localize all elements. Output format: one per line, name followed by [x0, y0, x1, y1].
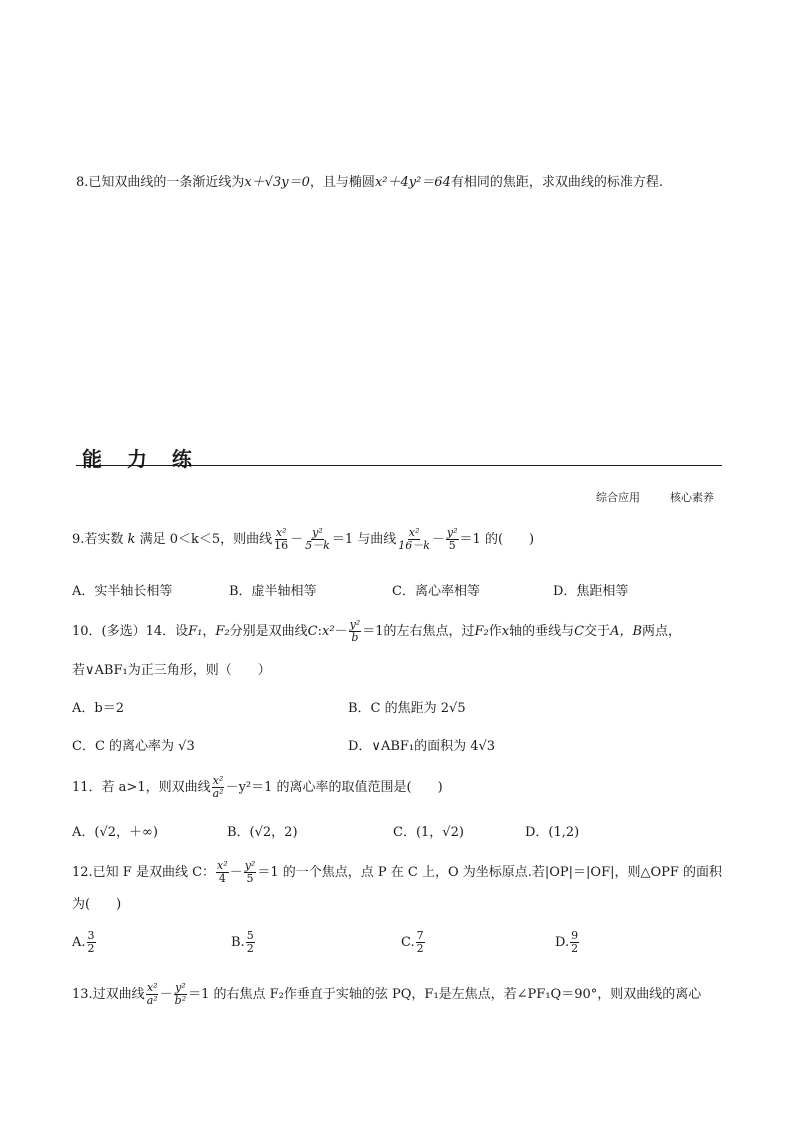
q9-option-b: B．虚半轴相等	[229, 584, 317, 599]
q12-option-b	[231, 930, 256, 955]
q12-option-d-fraction: $\frac{9}{2}$	[571, 929, 579, 955]
q9-cond: 满足 0＜k＜5，则曲线	[139, 532, 273, 547]
question-8	[76, 171, 663, 190]
q12-post: ＝1 的一个焦点，点 P 在 C 上，O 为坐标原点.若|OP|＝|OF|，则△OPF 的面积	[257, 865, 723, 880]
q11-pre: 11．若 a>1，则双曲线	[72, 780, 211, 795]
section-tag-comprehensive: 综合应用	[596, 491, 640, 504]
q12-option-d-label: D.	[555, 935, 570, 950]
q13-pre: 13.过双曲线	[72, 987, 145, 1002]
q10-end: 轴的垂线与	[509, 624, 575, 639]
q10-pre: 10．(多选）14．设	[72, 624, 189, 639]
q10-option-b: B．C 的焦距为 2√5	[348, 701, 466, 716]
q9-option-a: A．实半轴长相等	[72, 584, 173, 599]
q10-option-a: A．b＝2	[72, 701, 124, 716]
q10-twopts: 两点，	[642, 624, 682, 639]
q8-asymptote: x＋√3y＝0	[244, 175, 310, 190]
q10-jiao: 交于	[584, 624, 611, 639]
q9-option-c: C．离心率相等	[392, 584, 480, 599]
q11-option-c: C．(1，√2)	[393, 825, 464, 840]
q8-text-pre: 8.已知双曲线的一条渐近线为	[76, 175, 245, 190]
q11-fraction: $\frac{\text{x²}}{\text{a²}}$	[212, 774, 224, 800]
q10-comma: ，	[202, 624, 216, 639]
q8-ellipse: x²＋4y²＝64	[374, 175, 451, 190]
q12-option-c	[401, 930, 426, 955]
question-12-line1: 12.已知 F 是双曲线 C： $\frac{\text{x²}}{4}$ － $\frac{\text{y²}}{5}$ ＝1 的一个焦点，点 P 在 C 上，O 为坐标原点.若|OP|＝|OF|，则△OPF 的面积	[72, 859, 723, 885]
q8-text-mid: ，且与椭圆	[309, 175, 375, 190]
q10-option-d: D．∨ABF₁的面积为 4√3	[348, 739, 496, 754]
q9-k: k	[127, 532, 136, 547]
section-title: 能 力 练	[82, 447, 201, 471]
question-10-line1	[72, 619, 681, 644]
q12-option-a-label: A.	[72, 935, 86, 950]
q10-xaxis: x	[501, 624, 510, 639]
q12-option-a	[72, 930, 97, 955]
q12-option-b-label: B.	[231, 935, 245, 950]
q10-colon: :	[317, 624, 322, 639]
q9-pre: 9.若实数	[72, 532, 124, 547]
q9-fraction-3: $\frac{\text{x²}}{16-k}$	[398, 526, 430, 552]
q13-fraction-1: $\frac{\text{x²}}{\text{a²}}$	[146, 981, 158, 1007]
q10-zuo: 作	[488, 624, 502, 639]
q11-post: －y²＝1 的离心率的取值范围是( )	[225, 780, 443, 795]
q10-minus: －	[334, 624, 348, 639]
q10-mid: 分别是双曲线	[229, 624, 308, 639]
q8-text-post: 有相同的焦距，求双曲线的标准方程.	[450, 175, 663, 190]
q9-eq1: ＝1 与曲线	[331, 532, 397, 547]
q10-c2: C	[574, 624, 585, 639]
q9-fraction-1: $\frac{\text{x²}}{16}$	[274, 526, 289, 552]
question-12-line2: 为( )	[72, 897, 122, 912]
q12-option-c-fraction: $\frac{7}{2}$	[416, 929, 424, 955]
q10-ab: A，B	[610, 624, 643, 639]
q10-f2: F₂	[215, 624, 230, 639]
q10-eq: ＝1	[362, 624, 384, 639]
q12-option-c-label: C.	[401, 935, 415, 950]
q10-option-c: C．C 的离心率为 √3	[72, 739, 195, 754]
q13-post: ＝1 的右焦点 F₂作垂直于实轴的弦 PQ，F₁是左焦点，若∠PF₁Q＝90°，则双曲线的离心	[188, 987, 702, 1002]
q11-option-a: A．(√2，＋∞)	[72, 825, 158, 840]
q10-f2b: F₂	[474, 624, 489, 639]
q12-option-d	[555, 930, 580, 955]
q9-fraction-4: $\frac{\text{y²}}{5}$	[446, 526, 458, 552]
q9-eq2: ＝1 的( )	[459, 532, 535, 547]
q12-option-b-fraction: $\frac{5}{2}$	[246, 929, 254, 955]
q11-option-d: D．(1,2)	[525, 825, 580, 840]
question-11	[72, 775, 443, 800]
q13-fraction-2: $\frac{\text{y²}}{\text{b²}}$	[174, 981, 187, 1007]
section-divider	[76, 465, 722, 466]
q10-x2: x²	[322, 624, 335, 639]
question-13: 13.过双曲线 $\frac{\text{x²}}{\text{a²}}$ － $\frac{\text{y²}}{\text{b²}}$ ＝1 的右焦点 F₂作垂直于实轴的弦 PQ，F₁是左焦点，若∠PF₁Q＝90°，则双曲线的离心	[72, 981, 702, 1007]
q9-fraction-2: $\frac{\text{y²}}{5-k}$	[305, 526, 330, 552]
q10-fraction: $\frac{\text{y²}}{b}$	[349, 618, 361, 644]
q12-pre: 12.已知 F 是双曲线 C：	[72, 865, 216, 880]
q12-fraction-1: $\frac{\text{x²}}{4}$	[217, 859, 228, 885]
q9-option-d: D．焦距相等	[553, 584, 629, 599]
question-10-line2: 若∨ABF₁为正三角形，则（ ）	[72, 663, 271, 678]
q12-option-a-fraction: $\frac{3}{2}$	[87, 929, 95, 955]
section-tag-core: 核心素养	[670, 491, 714, 504]
q12-fraction-2: $\frac{\text{y²}}{5}$	[244, 859, 256, 885]
q10-c: C	[307, 624, 318, 639]
q10-post: 的左右焦点，过	[383, 624, 475, 639]
q10-f1: F₁	[188, 624, 203, 639]
q11-option-b: B．(√2，2)	[227, 825, 298, 840]
question-9: 9.若实数 k 满足 0＜k＜5，则曲线 $\frac{\text{x²}}{16}$ － $\frac{\text{y²}}{5-k}$ ＝1 与曲线 $\frac{\text{x²}}{16-k}$ － $\frac{\text{y²}}{5}$ ＝1 的( )	[72, 526, 535, 552]
